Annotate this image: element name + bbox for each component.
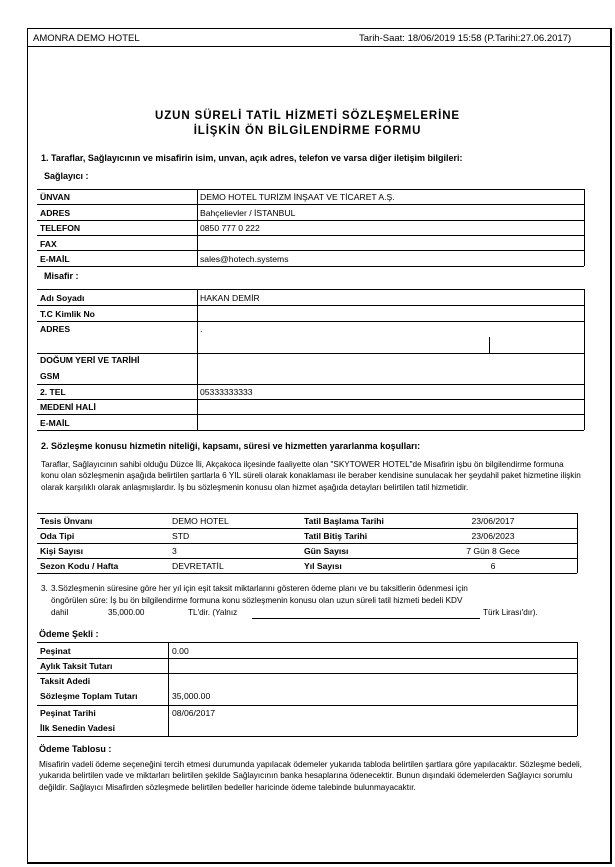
payment-label-date: Peşinat Tarihi	[40, 708, 96, 718]
guest-label-birth: DOĞUM YERİ VE TARİHİ	[40, 355, 140, 365]
provider-value-unvan: DEMO HOTEL TURİZM İNŞAAT VE TİCARET A.Ş.	[200, 192, 395, 202]
provider-label-unvan: ÜNVAN	[40, 192, 70, 202]
detail-label-start: Tatil Başlama Tarihi	[304, 516, 384, 526]
section3-line2: öngörülen süre: İş bu ön bilgilendirme formuna konu sözleşmenin konusu olan uzun süreli tatil hizmeti bedeli KDV	[51, 596, 463, 605]
detail-value-days: 7 Gün 8 Gece	[466, 546, 520, 556]
detail-value-season: DEVRETATİL	[172, 561, 224, 571]
form-title-line2: İLİŞKİN ÖN BİLGİLENDİRME FORMU	[193, 125, 422, 137]
form-title-line1: UZUN SÜRELİ TATİL HİZMETİ SÖZLEŞMELERİNE	[155, 110, 460, 122]
guest-value-name: HAKAN DEMİR	[200, 293, 260, 303]
detail-value-start: 23/06/2017	[471, 516, 515, 526]
provider-value-telefon: 0850 777 0 222	[200, 223, 260, 233]
section3-amount: 35,000.00	[108, 608, 145, 617]
payment-value-total: 35,000.00	[172, 691, 211, 701]
detail-label-days: Gün Sayısı	[304, 546, 349, 556]
section2-heading: 2. Sözleşme konusu hizmetin niteliği, kapsamı, süresi ve hizmetten yararlanma koşulları:	[41, 441, 421, 451]
detail-label-tesis: Tesis Ünvanı	[40, 516, 93, 526]
guest-value-adres: .	[200, 324, 203, 334]
section2-paragraph: Taraflar, Sağlayıcının sahibi olduğu Düzce İli, Akçakoca ilçesinde faaliyette olan "SKYTOWER HOTEL"de Misafirin işbu ön bilgilendirme formuna konu olan sözleşmenin aşağıda belirtilen şartlarla 6 YIL süreli olarak konaklaması ile beraber kendisine sunulacak her şeydahil paket hizmetine ilişkin olarak karşılıklı olarak anlaşmışlardır. İş bu sözleşmenin konusu olan hizmet aşağıda detayları belirtilen tatil hizmetidir.	[41, 460, 581, 492]
detail-label-end: Tatil Bitiş Tarihi	[304, 531, 368, 541]
payment-label-count: Taksit Adedi	[40, 676, 91, 686]
payment-label-monthly: Aylık Taksit Tutarı	[40, 661, 113, 671]
payment-label-pesinat: Peşinat	[40, 646, 71, 656]
amount-in-words-line	[252, 618, 480, 619]
detail-value-room: STD	[172, 531, 190, 541]
guest-label-gsm: GSM	[40, 371, 60, 381]
guest-label-name: Adı Soyadı	[40, 293, 85, 303]
payment-table-paragraph: Misafirin vadeli ödeme seçeneğini tercih etmesi durumunda yapılacak ödemeler yukarıda tabloda belirtilen şartlara göre yapılacaktır. Sözleşme bedeli, yukarıda belirtilen vade ve miktarları belirtilen şekilde Sağlayıcının banka hesaplarına ödenecektir. Bunun dışındaki ödemelerden Sağlayıcı sorumlu değildir. Sağlayıcı Misafirden sözleşmede belirtilen bedeller haricinde ödeme talebinde bulunmayacaktır.	[39, 760, 582, 792]
section1-heading: 1. Taraflar, Sağlayıcının ve misafirin isim, unvan, açık adres, telefon ve varsa diğer iletişim bilgileri:	[41, 153, 463, 163]
header-divider	[28, 46, 611, 47]
provider-value-email: sales@hotech.systems	[200, 254, 289, 264]
detail-value-years: 6	[490, 561, 496, 571]
guest-label-tel2: 2. TEL	[40, 387, 66, 397]
guest-value-tel2: 05333333333	[200, 387, 253, 397]
payment-value-date: 08/06/2017	[172, 708, 216, 718]
section3-line1: 3.Sözleşmenin süresine göre her yıl için eşit taksit miktarlarını gösteren ödeme planı ve bu taksitlerin ödenmesi için	[51, 584, 468, 593]
detail-label-years: Yıl Sayısı	[304, 561, 342, 571]
section3-line3-mid: TL'dir. (Yalnız	[188, 608, 238, 617]
hotel-name: AMONRA DEMO HOTEL	[33, 33, 140, 44]
guest-label-email: E-MAİL	[40, 418, 70, 428]
section3-line3-prefix: dahil	[51, 608, 69, 617]
provider-heading: Sağlayıcı :	[44, 171, 89, 181]
payment-heading: Ödeme Şekli :	[39, 629, 99, 639]
detail-value-tesis: DEMO HOTEL	[172, 516, 229, 526]
guest-label-tc: T.C Kimlik No	[40, 309, 95, 319]
provider-label-email: E-MAİL	[40, 254, 70, 264]
print-datetime: Tarih-Saat: 18/06/2019 15:58 (P.Tarihi:27.06.2017)	[359, 33, 572, 44]
provider-value-adres: Bahçelievler / İSTANBUL	[200, 208, 296, 218]
guest-label-marital: MEDENİ HALİ	[40, 402, 96, 412]
section3-line3-suffix: Türk Lirası'dır).	[483, 608, 538, 617]
payment-value-pesinat: 0.00	[172, 646, 189, 656]
payment-label-total: Sözleşme Toplam Tutarı	[40, 691, 138, 701]
provider-label-fax: FAX	[40, 239, 57, 249]
provider-label-telefon: TELEFON	[40, 223, 81, 233]
payment-table-heading: Ödeme Tablosu :	[39, 744, 112, 754]
detail-label-season: Sezon Kodu / Hafta	[40, 561, 119, 571]
guest-heading: Misafir :	[44, 271, 79, 281]
guest-label-adres: ADRES	[40, 324, 71, 334]
detail-value-end: 23/06/2023	[471, 531, 515, 541]
detail-label-persons: Kişi Sayısı	[40, 546, 83, 556]
section3-number: 3.	[41, 584, 48, 593]
detail-value-persons: 3	[172, 546, 177, 556]
payment-label-first-due: İlk Senedin Vadesi	[40, 723, 115, 733]
provider-label-adres: ADRES	[40, 208, 71, 218]
detail-label-room: Oda Tipi	[40, 531, 75, 541]
